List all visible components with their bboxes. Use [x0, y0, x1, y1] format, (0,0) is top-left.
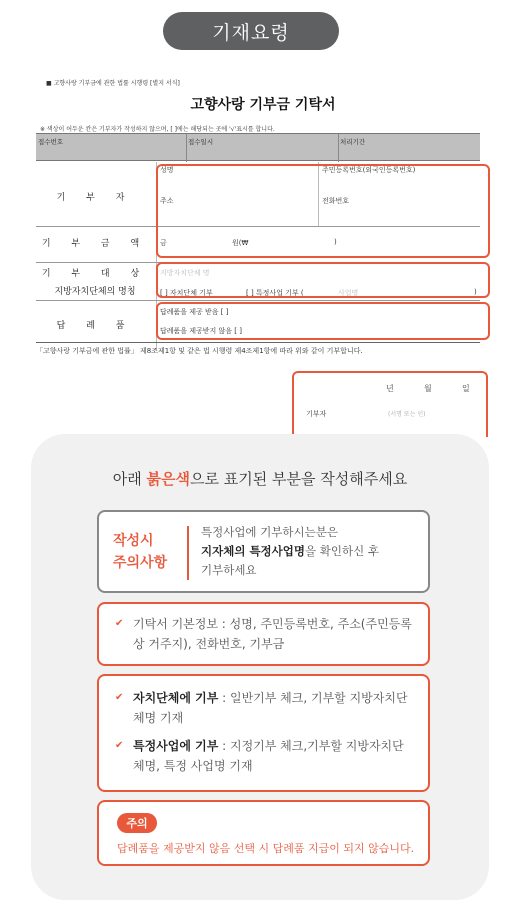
donor-phone-field[interactable]: 전화번호	[322, 197, 350, 205]
office-use-row	[36, 133, 480, 161]
check-icon: ✔	[115, 692, 124, 703]
guide-panel	[31, 434, 489, 900]
guide-title-pill	[163, 12, 339, 50]
target-highlight	[156, 262, 490, 298]
receipt-number-cell: 접수번호	[38, 138, 64, 146]
warning-badge: 주의	[117, 813, 157, 833]
donor-name-field[interactable]: 성명	[160, 166, 174, 174]
year-field[interactable]: 년	[386, 384, 394, 393]
target-label-line1: 기 부 대 상	[41, 269, 149, 279]
donor-sign-label: 기부자	[306, 410, 327, 418]
gift-highlight	[156, 302, 490, 340]
guide-heading: 아래 붉은색으로 표기된 부분을 작성해주세요	[112, 470, 408, 488]
donor-id-field[interactable]: 주민등록번호(외국인등록번호)	[322, 166, 416, 174]
guide-heading-red: 붉은색	[146, 470, 191, 488]
project-donation-item: ✔ 특정사업에 기부 : 지정기부 체크,기부할 지방자치단체명, 특정 사업명 기재	[115, 736, 412, 776]
project-donation-checkbox[interactable]: [ ] 특정사업 기부 (	[246, 289, 304, 297]
donation-type-box	[97, 674, 430, 792]
receipt-date-cell: 접수일시	[188, 138, 214, 146]
amount-label: 기 부 금 액	[41, 239, 149, 249]
processing-period-cell: 처리기간	[340, 138, 366, 146]
municipality-name-field[interactable]: 지방자치단체 명	[160, 269, 210, 277]
basic-info-item: ✔ 기탁서 기본정보 : 성명, 주민등록번호, 주소(주민등록상 거주지), 전화번호, 기부금	[115, 614, 412, 654]
general-donation-item: ✔ 자치단체에 기부 : 일반기부 체크, 기부할 지방자치단체명 기재	[115, 688, 412, 728]
warning-text: 답례품을 제공받지 않음 선택 시 답례품 지급이 되지 않습니다.	[117, 842, 415, 855]
caution-text: 특정사업에 기부하시는분은 지자체의 특정사업명을 확인하신 후 기부하세요	[201, 525, 379, 577]
gift-label: 답 례 품	[56, 321, 134, 331]
project-close: )	[474, 288, 477, 296]
gift-accept-checkbox[interactable]: 답례품을 제공 받음 [ ]	[160, 308, 229, 316]
form-note: ※ 색상이 어두운 칸은 기부자가 작성하지 않으며, [ ]에는 해당되는 곳에 '√'표시를 합니다.	[40, 126, 275, 133]
project-name-field[interactable]: 사업명	[338, 289, 359, 297]
donor-label: 기 부 자	[56, 193, 134, 203]
target-label-line2: 지방자치단체의 명칭	[54, 287, 136, 297]
signature-box	[292, 371, 488, 437]
form-title: 고향사랑 기부금 기탁서	[190, 97, 336, 113]
month-field[interactable]: 월	[424, 384, 432, 393]
guide-title: 기재요령	[212, 21, 290, 44]
warning-box	[97, 800, 430, 866]
caution-box	[97, 510, 430, 593]
amount-close: )	[334, 238, 337, 246]
basic-info-box	[97, 602, 430, 666]
donor-address-field[interactable]: 주소	[160, 197, 174, 205]
caution-divider	[187, 526, 189, 580]
day-field[interactable]: 일	[462, 384, 470, 393]
donor-highlight	[156, 164, 490, 258]
caution-tag: 작성시 주의사항	[113, 533, 168, 571]
general-donation-checkbox[interactable]: [ ] 자치단체 기부	[160, 289, 213, 297]
amount-prefix: 금	[160, 239, 167, 247]
gift-decline-checkbox[interactable]: 답례품을 제공받지 않음 [ ]	[160, 327, 242, 335]
check-icon: ✔	[115, 618, 124, 629]
check-icon: ✔	[115, 740, 124, 751]
amount-field[interactable]: 원(₩	[232, 239, 249, 247]
form-legal-label: ■ 고향사랑 기부금에 관한 법률 시행령 [별지 서식]	[46, 80, 180, 87]
signature-field[interactable]: (서명 또는 인)	[388, 411, 426, 418]
law-statement: 「고향사랑 기부금에 관한 법률」 제8조제1항 및 같은 법 시행령 제4조제1항에 따라 위와 같이 기부합니다.	[36, 347, 363, 355]
